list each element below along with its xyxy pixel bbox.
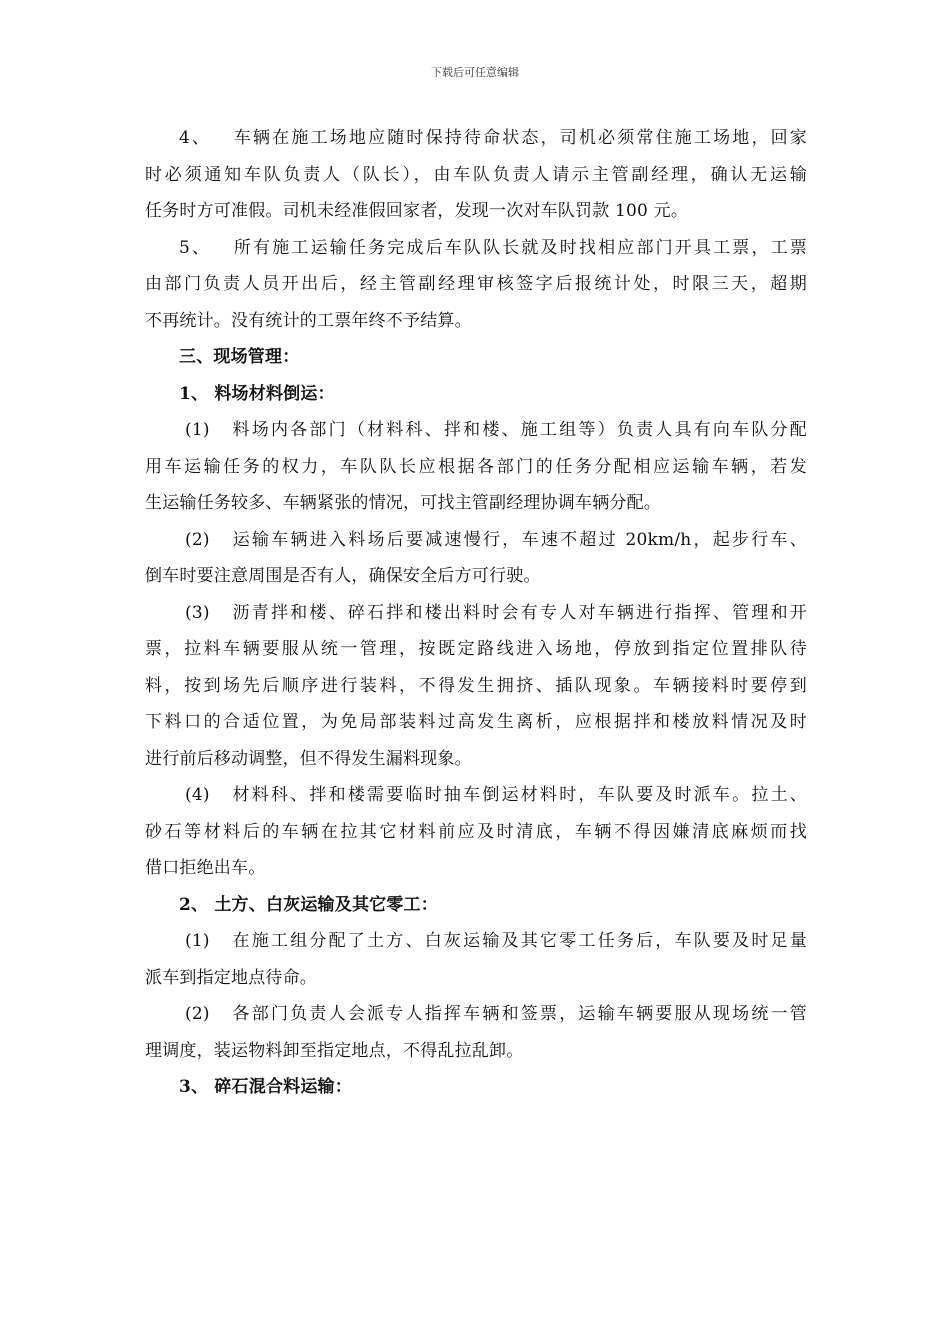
para-1-4-mark: (4): [185, 785, 210, 805]
para-1-3-line-3: 料，按到场先后顺序进行装料，不得发生拥挤、插队现象。车辆接料时要停到: [145, 675, 807, 696]
para-2-2-line-2: 理调度，装运物料卸至指定地点，不得乱拉乱卸。: [145, 1040, 524, 1061]
para-1-4-line-1: (4) 材料科、拌和楼需要临时抽车倒运材料时，车队要及时派车。拉土、: [185, 785, 807, 805]
item-5-line-2: 由部门负责人员开出后，经主管副经理审核签字后报统计处，时限三天，超期: [145, 274, 807, 294]
para-2-1-line-2: 派车到指定地点待命。: [145, 967, 317, 988]
section-3-heading: 三、现场管理：: [179, 347, 300, 367]
para-1-3-line-4: 下料口的合适位置，为免局部装料过高发生离析，应根据拌和楼放料情况及时: [145, 712, 807, 732]
para-1-1-line-2: 用车运输任务的权力，车队队长应根据各部门的任务分配相应运输车辆，若发: [145, 456, 807, 477]
para-1-1-line-3: 生运输任务较多、车辆紧张的情况，可找主管副经理协调车辆分配。: [145, 493, 661, 513]
para-2-2-line-1: (2) 各部门负责人会派专人指挥车辆和签票，运输车辆要服从现场统一管: [185, 1004, 807, 1024]
para-1-3-mark: (3): [185, 602, 210, 623]
document-body: [145, 120, 807, 1106]
item-4-line-3: 任务时方可准假。司机未经准假回家者，发现一次对车队罚款 100 元。: [145, 201, 689, 221]
para-1-2-line-2: 倒车时要注意周围是否有人，确保安全后方可行驶。: [145, 566, 541, 586]
subsection-1-heading: 1、 料场材料倒运：: [179, 383, 335, 404]
para-1-1-mark: (1): [185, 420, 210, 440]
item-4-mark: 4、: [179, 128, 212, 148]
subsection-3-heading: 3、 碎石混合料运输：: [179, 1077, 352, 1097]
item-5-line-3: 不再统计。没有统计的工票年终不予结算。: [145, 310, 472, 331]
item-4-line-1: 4、 车辆在施工场地应随时保持待命状态，司机必须常住施工场地，回家: [179, 128, 808, 148]
para-1-3-line-5: 进行前后移动调整，但不得发生漏料现象。: [145, 748, 472, 769]
para-2-1-mark: (1): [185, 931, 210, 951]
para-1-4-line-2: 砂石等材料后的车辆在拉其它材料前应及时清底，车辆不得因嫌清底麻烦而找: [145, 821, 807, 842]
para-1-3-line-2: 票，拉料车辆要服从统一管理，按既定路线进入场地，停放到指定位置排队待: [145, 639, 807, 659]
item-5-mark: 5、: [179, 237, 212, 258]
para-1-4-line-3: 借口拒绝出车。: [145, 858, 266, 878]
para-1-2-line-1: (2) 运输车辆进入料场后要减速慢行，车速不超过 20km/h，起步行车、: [185, 529, 808, 550]
para-1-2-mark: (2): [185, 529, 210, 550]
para-1-3-line-1: (3) 沥青拌和楼、碎石拌和楼出料时会有专人对车辆进行指挥、管理和开: [185, 602, 807, 623]
para-2-1-line-1: (1) 在施工组分配了土方、白灰运输及其它零工任务后，车队要及时足量: [185, 931, 807, 951]
para-2-2-mark: (2): [185, 1004, 210, 1024]
para-1-1-line-1: (1) 料场内各部门（材料科、拌和楼、施工组等）负责人具有向车队分配: [185, 420, 807, 440]
item-5-line-1: 5、 所有施工运输任务完成后车队队长就及时找相应部门开具工票，工票: [179, 237, 808, 258]
item-4-line-2: 时必须通知车队负责人（队长），由车队负责人请示主管副经理，确认无运输: [145, 164, 807, 185]
page-header: 下载后可任意编辑: [431, 66, 519, 79]
subsection-2-heading: 2、 土方、白灰运输及其它零工：: [179, 894, 438, 915]
